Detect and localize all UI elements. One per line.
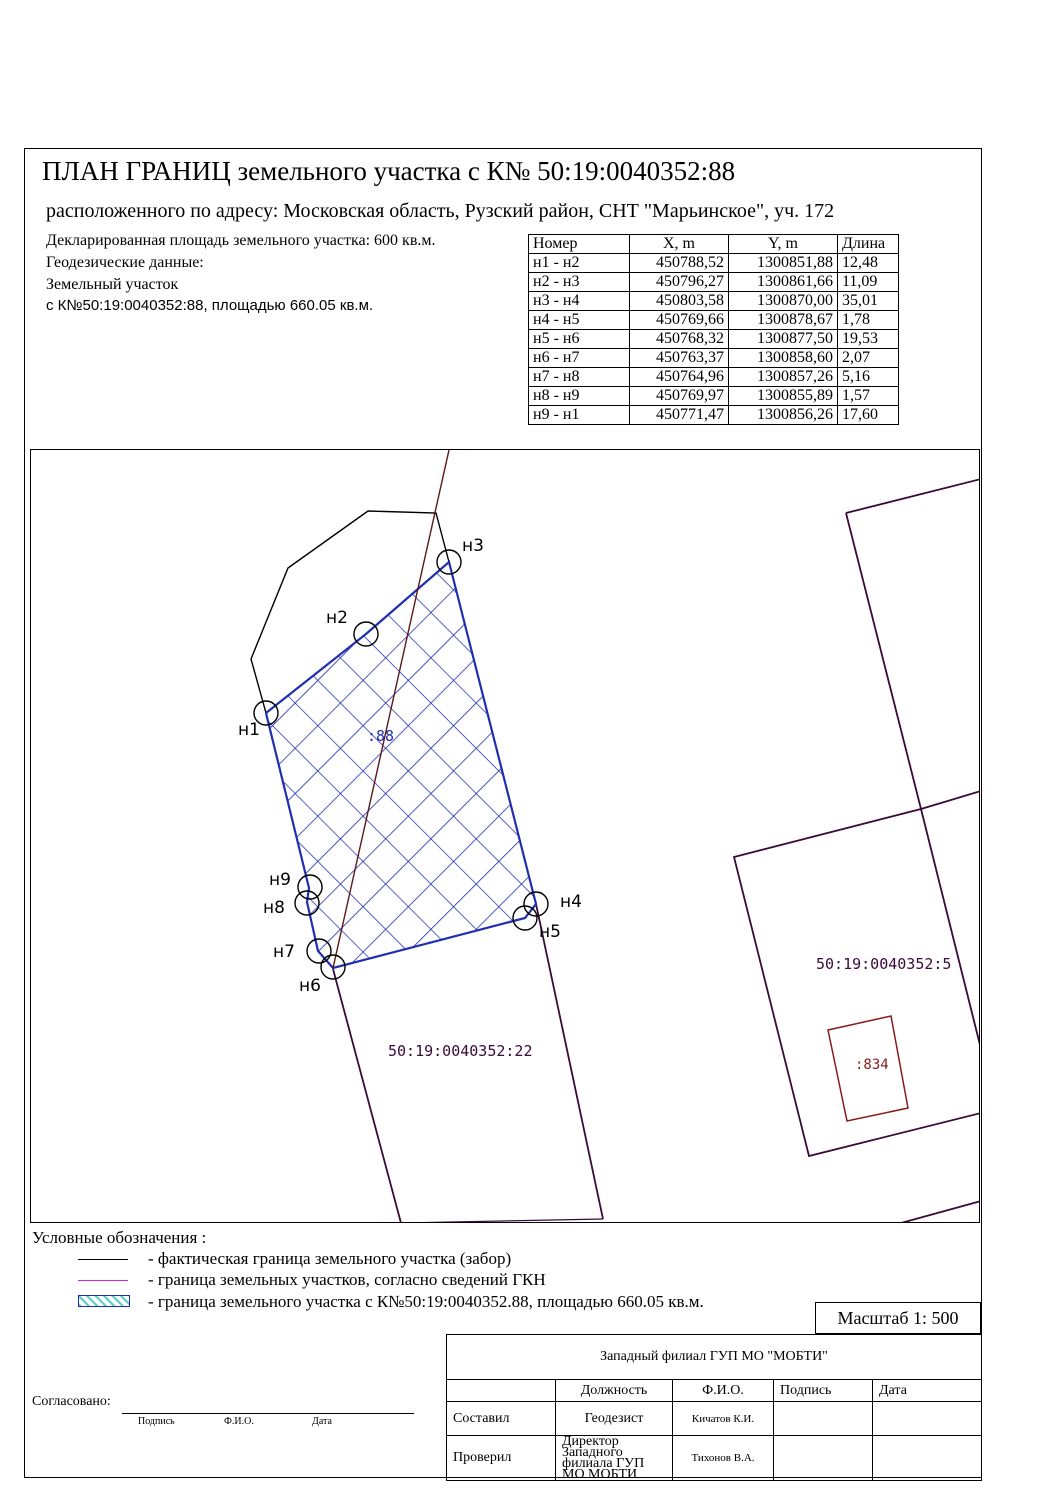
approval-signature-line bbox=[122, 1413, 414, 1414]
point-label-n7: н7 bbox=[273, 942, 295, 962]
table-row: н5 - н6 450768,32 1300877,50 19,53 bbox=[529, 330, 899, 349]
approval-date-caption: Дата bbox=[312, 1416, 332, 1427]
point-label-n1: н1 bbox=[238, 720, 260, 740]
parcel-88-hatched bbox=[266, 562, 536, 968]
neighbor-parcel-top-right-left bbox=[846, 513, 921, 809]
neighbor-parcel-bottom-right bbox=[901, 1201, 980, 1223]
legend-item-fence: - фактическая граница земельного участка (забор) bbox=[148, 1249, 512, 1268]
neighbor-parcel-5-right bbox=[921, 809, 980, 1049]
title-block bbox=[446, 1334, 982, 1481]
neighbor-parcel-5-boundary bbox=[734, 791, 980, 1156]
neighbor-parcel-top-right bbox=[846, 479, 980, 513]
point-label-n4: н4 bbox=[560, 892, 582, 912]
point-label-n9: н9 bbox=[269, 870, 291, 890]
geodetic-label: Геодезические данные: bbox=[46, 254, 204, 271]
legend-title: Условные обозначения : bbox=[32, 1228, 207, 1247]
parcel-info: с К№50:19:0040352:88, площадью 660.05 кв.м. bbox=[46, 297, 374, 314]
point-label-n3: н3 bbox=[462, 536, 484, 556]
col-name: Ф.И.О. bbox=[673, 1380, 774, 1402]
row-role-compiled: Составил bbox=[447, 1402, 556, 1436]
col-date: Дата bbox=[873, 1380, 982, 1402]
declared-area: Декларированная площадь земельного участка: 600 кв.м. bbox=[46, 232, 436, 249]
neighbor-5-label: 50:19:0040352:5 bbox=[816, 955, 952, 973]
parcel-number-label: :88 bbox=[367, 727, 395, 745]
table-row: н7 - н8 450764,96 1300857,26 5,16 bbox=[529, 368, 899, 387]
point-label-n6: н6 bbox=[299, 976, 321, 996]
point-label-n5: н5 bbox=[539, 922, 561, 942]
table-row: н2 - н3 450796,27 1300861,66 11,09 bbox=[529, 273, 899, 292]
row-name-compiled: Кичатов К.И. bbox=[673, 1402, 774, 1436]
table-row: н4 - н5 450769,66 1300878,67 1,78 bbox=[529, 311, 899, 330]
coordinates-table bbox=[528, 234, 899, 425]
row-role-checked: Проверил bbox=[447, 1436, 556, 1481]
table-row: н9 - н1 450771,47 1300856,26 17,60 bbox=[529, 406, 899, 425]
col-header-y: Y, m bbox=[729, 235, 838, 254]
building-label: :834 bbox=[855, 1057, 889, 1073]
page-title: ПЛАН ГРАНИЦ земельного участка с К№ 50:19:0040352:88 bbox=[42, 156, 736, 186]
col-header-length: Длина bbox=[838, 235, 899, 254]
table-row: н1 - н2 450788,52 1300851,88 12,48 bbox=[529, 254, 899, 273]
neighbor-parcel-22-boundary bbox=[333, 969, 401, 1223]
row-position-checked: Директор Западного филиала ГУП МО МОБТИ bbox=[556, 1436, 673, 1481]
organization-name: Западный филиал ГУП МО "МОБТИ" bbox=[447, 1335, 982, 1380]
table-row: н8 - н9 450769,97 1300855,89 1,57 bbox=[529, 387, 899, 406]
cadastral-map bbox=[30, 449, 980, 1223]
table-row: н6 - н7 450763,37 1300858,60 2,07 bbox=[529, 349, 899, 368]
parcel-label: Земельный участок bbox=[46, 276, 179, 293]
col-signature: Подпись bbox=[774, 1380, 873, 1402]
table-row: н3 - н4 450803,58 1300870,00 35,01 bbox=[529, 292, 899, 311]
legend-item-gkn: - граница земельных участков, согласно сведений ГКН bbox=[148, 1270, 546, 1289]
col-position: Должность bbox=[556, 1380, 673, 1402]
point-label-n2: н2 bbox=[326, 608, 348, 628]
approval-label: Согласовано: bbox=[32, 1394, 111, 1409]
scale-label: Масштаб 1: 500 bbox=[815, 1302, 981, 1334]
neighbor-22-label: 50:19:0040352:22 bbox=[388, 1042, 533, 1060]
bottom-edge-line bbox=[401, 1219, 603, 1223]
legend-item-parcel: - граница земельного участка с К№50:19:0040352.88, площадью 660.05 кв.м. bbox=[148, 1292, 704, 1311]
legend-fence-sample bbox=[78, 1259, 128, 1260]
row-name-checked: Тихонов В.А. bbox=[673, 1436, 774, 1481]
legend-gkn-sample bbox=[78, 1280, 128, 1281]
approval-name-caption: Ф.И.О. bbox=[224, 1416, 254, 1427]
legend-parcel-sample bbox=[78, 1295, 130, 1307]
address-line: расположенного по адресу: Московская область, Рузский район, СНТ "Марьинское", уч. 172 bbox=[46, 200, 835, 222]
col-header-number: Номер bbox=[529, 235, 630, 254]
point-label-n8: н8 bbox=[263, 898, 285, 918]
approval-signature-caption: Подпись bbox=[138, 1416, 175, 1427]
col-header-x: X, m bbox=[630, 235, 729, 254]
neighbor-parcel-22-boundary-right bbox=[536, 904, 603, 1219]
row-position-compiled: Геодезист bbox=[556, 1402, 673, 1436]
